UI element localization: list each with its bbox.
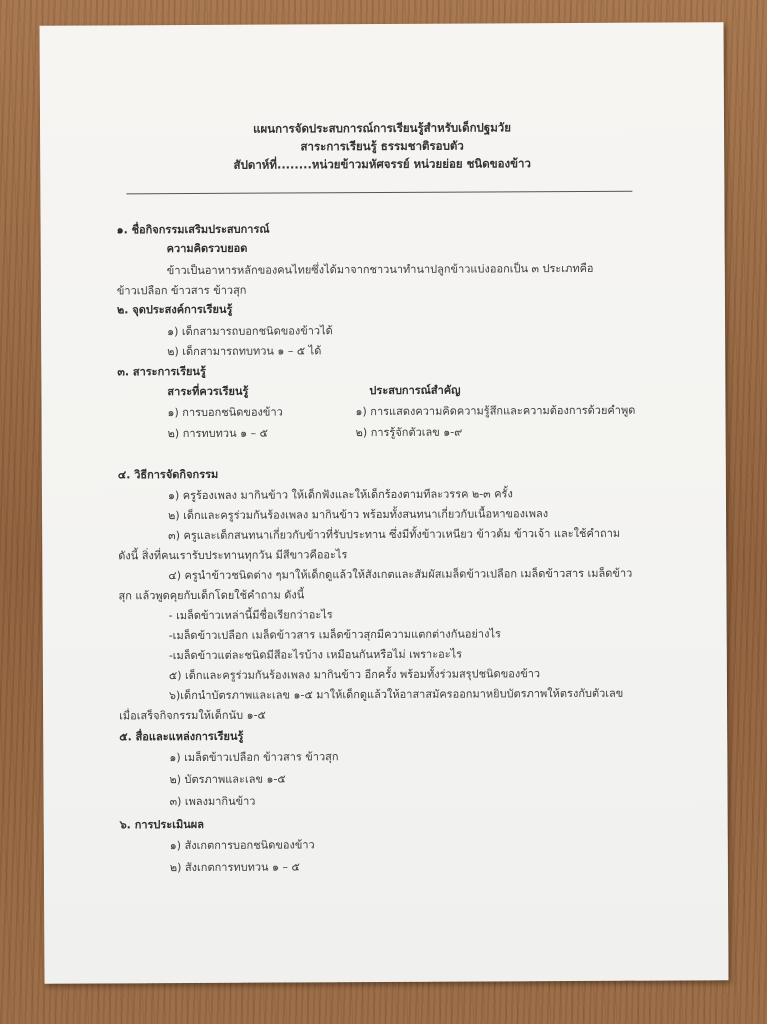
procedure-line: ดังนี้ สิ่งที่คนเรารับประทานทุกวัน มีสีขาวคืออะไร	[118, 548, 348, 563]
document-page	[39, 22, 728, 984]
procedure-line: ๒) เด็กและครูร่วมกันร้องเพลง มากินข้าว พร้อมทั้งสนทนาเกี่ยวกับเนื้อหาของเพลง	[168, 507, 549, 523]
section-3-heading: ๓. สาระการเรียนรู้	[117, 364, 206, 379]
procedure-line: -เมล็ดข้าวเปลือก เมล็ดข้าวสาร เมล็ดข้าวสุกมีความแตกต่างกันอย่างไร	[168, 627, 501, 643]
procedure-line: ๕) เด็กและครูร่วมกันร้องเพลง มากินข้าว อีกครั้ง พร้อมทั้งร่วมสรุปชนิดของข้าว	[168, 667, 541, 683]
concept-text-line-2: ข้าวเปลือก ข้าวสาร ข้าวสุก	[116, 283, 247, 298]
section-2-heading: ๒. จุดประสงค์การเรียนรู้	[116, 302, 233, 317]
objective-item: ๒) เด็กสามารถทบทวน ๑ – ๕ ได้	[167, 344, 322, 359]
concept-heading: ความคิดรวบยอด	[166, 241, 248, 256]
evaluation-item: ๑) สังเกตการบอกชนิดของข้าว	[169, 838, 315, 853]
document-subject: สาระการเรียนรู้ ธรรมชาติรอบตัว	[300, 138, 464, 154]
media-item: ๑) เมล็ดข้าวเปลือก ข้าวสาร ข้าวสุก	[169, 750, 339, 765]
procedure-line: ๔) ครูนำข้าวชนิดต่าง ๆมาให้เด็กดูแล้วให้สังเกตและสัมผัสเมล็ดข้าวเปลือก เมล็ดข้าวสาร เมล็ดข้าว	[168, 566, 633, 583]
section-5-heading: ๕. สื่อและแหล่งการเรียนรู้	[119, 729, 244, 744]
document-title: แผนการจัดประสบการณ์การเรียนรู้สำหรับเด็กปฐมวัย	[253, 120, 511, 136]
section-1-heading: ๑. ชื่อกิจกรรมเสริมประสบการณ์	[116, 222, 270, 237]
experience-item: ๑) การแสดงความคิดความรู้สึกและความต้องการด้วยคำพูด	[355, 403, 636, 419]
document-unit: สัปดาห์ที่........หน่วยข้าวมหัศจรรย์ หน่วยย่อย ชนิดของข้าว	[233, 156, 531, 172]
objective-item: ๑) เด็กสามารถบอกชนิดของข้าวได้	[167, 324, 333, 339]
experience-column-heading: ประสบการณ์สำคัญ	[369, 383, 461, 398]
experience-item: ๒) การรู้จักตัวเลข ๑-๙	[355, 425, 463, 440]
media-item: ๒) บัตรภาพและเลข ๑-๕	[169, 772, 286, 787]
content-item: ๒) การทบทวน ๑ – ๕	[167, 426, 268, 441]
procedure-line: ๖)เด็กนำบัตรภาพและเลข ๑-๕ มาให้เด็กดูแล้วให้อาสาสมัครออกมาหยิบบัตรภาพให้ตรงกับตัวเลข	[168, 686, 624, 703]
procedure-line: ๓) ครูและเด็กสนทนาเกี่ยวกับข้าวที่รับประทาน ซึ่งมีทั้งข้าวเหนียว ข้าวต้ม ข้าวเจ้า และใช้คำถาม	[168, 526, 621, 543]
media-item: ๓) เพลงมากินข้าว	[169, 794, 256, 809]
procedure-line: สุก แล้วพูดคุยกับเด็กโดยใช้คำถาม ดังนี้	[118, 588, 305, 603]
evaluation-item: ๒) สังเกตการทบทวน ๑ – ๕	[169, 860, 300, 875]
header-divider	[126, 191, 632, 195]
content-item: ๑) การบอกชนิดของข้าว	[167, 405, 283, 420]
content-column-heading: สาระที่ควรเรียนรู้	[167, 384, 249, 399]
concept-text-line-1: ข้าวเป็นอาหารหลักของคนไทยซึ่งได้มาจากชาวนาทำนาปลูกข้าวแบ่งออกเป็น ๓ ประเภทคือ	[166, 261, 594, 278]
procedure-line: - เมล็ดข้าวเหล่านี้มีชื่อเรียกว่าอะไร	[168, 608, 333, 623]
procedure-line: -เมล็ดข้าวแต่ละชนิดมีสีอะไรบ้าง เหมือนกันหรือไม่ เพราะอะไร	[168, 647, 463, 663]
section-6-heading: ๖. การประเมินผล	[119, 817, 204, 832]
procedure-line: เมื่อเสร็จกิจกรรมให้เด็กนับ ๑-๕	[119, 708, 266, 723]
section-4-heading: ๔. วิธีการจัดกิจกรรม	[117, 467, 219, 482]
procedure-line: ๑) ครูร้องเพลง มากินข้าว ให้เด็กฟังและให้เด็กร้องตามทีละวรรค ๒-๓ ครั้ง	[167, 487, 513, 503]
